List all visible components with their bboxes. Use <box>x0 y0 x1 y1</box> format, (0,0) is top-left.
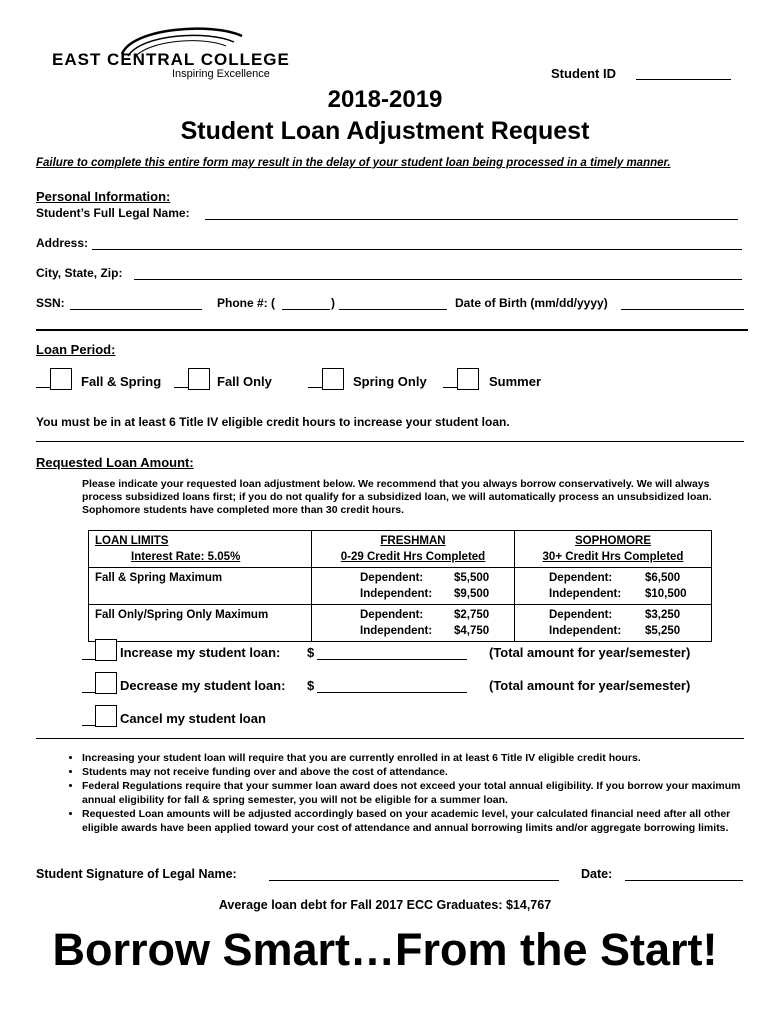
cell-label: Independent: <box>549 588 622 600</box>
summer-checkbox[interactable] <box>457 368 479 390</box>
checkbox-underline <box>36 387 50 388</box>
fall-spring-label: Fall & Spring <box>81 374 162 389</box>
slogan: Borrow Smart…From the Start! <box>52 924 718 975</box>
increase-dollar-sign: $ <box>307 645 315 660</box>
cell-label: Dependent: <box>360 609 424 621</box>
interest-rate: Interest Rate: 5.05% <box>131 551 241 563</box>
date-field[interactable] <box>625 880 743 881</box>
cell-value: $2,750 <box>454 609 490 621</box>
requested-intro: Please indicate your requested loan adjustment below. We recommend that you always borrow conservatively. We will always process subsidized loans first; if you do not qualify for a subsidized loan, we will automatically process an unsubsidized loan. Sophomore students have completed more than 30 credit hours. <box>82 478 712 516</box>
increase-amount-field[interactable] <box>317 659 467 660</box>
phone-label: Phone #: ( <box>217 296 276 310</box>
full-name-label: Student’s Full Legal Name: <box>36 206 190 220</box>
logo-name: EAST CENTRAL COLLEGE <box>52 50 290 69</box>
college-logo <box>52 20 302 82</box>
cell-value: $3,250 <box>645 609 681 621</box>
requested-amount-heading: Requested Loan Amount: <box>36 455 194 470</box>
cell-label: Dependent: <box>549 572 613 584</box>
student-id-label: Student ID <box>551 66 616 81</box>
cancel-loan-checkbox[interactable] <box>95 705 117 727</box>
dob-label: Date of Birth (mm/dd/yyyy) <box>455 296 608 310</box>
fall-only-checkbox[interactable] <box>188 368 210 390</box>
freshman-sub: 0-29 Credit Hrs Completed <box>340 551 486 563</box>
address-field[interactable] <box>92 249 742 250</box>
sophomore-sub: 30+ Credit Hrs Completed <box>542 551 684 563</box>
average-debt: Average loan debt for Fall 2017 ECC Graduates: $14,767 <box>218 898 552 912</box>
checkbox-underline <box>82 725 96 726</box>
decrease-loan-label: Decrease my student loan: <box>120 678 286 693</box>
cell-value: $10,500 <box>645 588 687 600</box>
divider <box>36 329 748 331</box>
form-warning: Failure to complete this entire form may result in the delay of your student loan being processed in a timely manner. <box>36 157 671 169</box>
spring-only-label: Spring Only <box>353 374 427 389</box>
list-item: • Federal Regulations require that your summer loan award does not exceed your total annual eligibility. If you borrow your maximum annual eligibility for fall & spring semester, you will not be eligible for a summer loan. <box>82 779 748 807</box>
notes-list <box>36 751 748 835</box>
divider <box>36 738 744 739</box>
fall-spring-checkbox[interactable] <box>50 368 72 390</box>
list-item: • Increasing your student loan will require that you are currently enrolled in at least 6 Title IV eligible credit hours. <box>82 751 748 765</box>
city-state-zip-label: City, State, Zip: <box>36 266 123 280</box>
divider <box>36 441 744 442</box>
personal-info-heading: Personal Information: <box>36 189 171 204</box>
date-label: Date: <box>581 867 613 881</box>
form-title: Student Loan Adjustment Request <box>180 117 590 145</box>
cell-label: Dependent: <box>549 609 613 621</box>
cancel-loan-label: Cancel my student loan <box>120 711 266 726</box>
signature-field[interactable] <box>269 880 559 881</box>
cell-label: Independent: <box>360 588 433 600</box>
increase-loan-checkbox[interactable] <box>95 639 117 661</box>
checkbox-underline <box>443 387 457 388</box>
dob-field[interactable] <box>621 309 744 310</box>
table-row <box>89 605 712 642</box>
checkbox-underline <box>174 387 188 388</box>
increase-total-note: (Total amount for year/semester) <box>489 645 691 660</box>
logo-tagline: Inspiring Excellence <box>172 68 270 80</box>
form-year: 2018-2019 <box>327 86 443 113</box>
sophomore-title: SOPHOMORE <box>574 535 652 547</box>
fall-only-label: Fall Only <box>217 374 272 389</box>
cell-label: Independent: <box>360 625 433 637</box>
ssn-label: SSN: <box>36 296 65 310</box>
cell-value: $5,250 <box>645 625 681 637</box>
student-id-field[interactable] <box>636 79 731 80</box>
phone-paren: ) <box>331 296 335 310</box>
cell-label: Dependent: <box>360 572 424 584</box>
loan-limits-title: LOAN LIMITS <box>95 535 169 547</box>
row-label: Fall Only/Spring Only Maximum <box>89 605 312 642</box>
cell-label: Independent: <box>549 625 622 637</box>
decrease-total-note: (Total amount for year/semester) <box>489 678 691 693</box>
loan-limits-table <box>88 530 712 642</box>
city-state-zip-field[interactable] <box>134 279 742 280</box>
credit-hours-note: You must be in at least 6 Title IV eligible credit hours to increase your student loan. <box>36 415 510 429</box>
address-label: Address: <box>36 236 89 250</box>
signature-label: Student Signature of Legal Name: <box>36 867 237 881</box>
ssn-field[interactable] <box>70 309 202 310</box>
cell-value: $6,500 <box>645 572 681 584</box>
increase-loan-label: Increase my student loan: <box>120 645 281 660</box>
decrease-amount-field[interactable] <box>317 692 467 693</box>
decrease-loan-checkbox[interactable] <box>95 672 117 694</box>
checkbox-underline <box>308 387 322 388</box>
summer-label: Summer <box>489 374 542 389</box>
freshman-title: FRESHMAN <box>380 535 446 547</box>
table-header-row <box>89 531 712 568</box>
phone-number-field[interactable] <box>339 309 447 310</box>
cell-value: $4,750 <box>454 625 490 637</box>
table-row <box>89 568 712 605</box>
decrease-dollar-sign: $ <box>307 678 315 693</box>
list-item: • Requested Loan amounts will be adjusted accordingly based on your academic level, your calculated financial need after all other eligible awards have been applied toward your cost of attendance and annual borrowing limits and/or aggregate borrowing limits. <box>82 807 748 835</box>
list-item: • Students may not receive funding over and above the cost of attendance. <box>82 765 748 779</box>
checkbox-underline <box>82 659 96 660</box>
row-label: Fall & Spring Maximum <box>89 568 312 605</box>
full-name-field[interactable] <box>205 219 738 220</box>
checkbox-underline <box>82 692 96 693</box>
cell-value: $9,500 <box>454 588 490 600</box>
cell-value: $5,500 <box>454 572 490 584</box>
spring-only-checkbox[interactable] <box>322 368 344 390</box>
loan-period-heading: Loan Period: <box>36 342 116 357</box>
phone-area-code-field[interactable] <box>282 309 330 310</box>
